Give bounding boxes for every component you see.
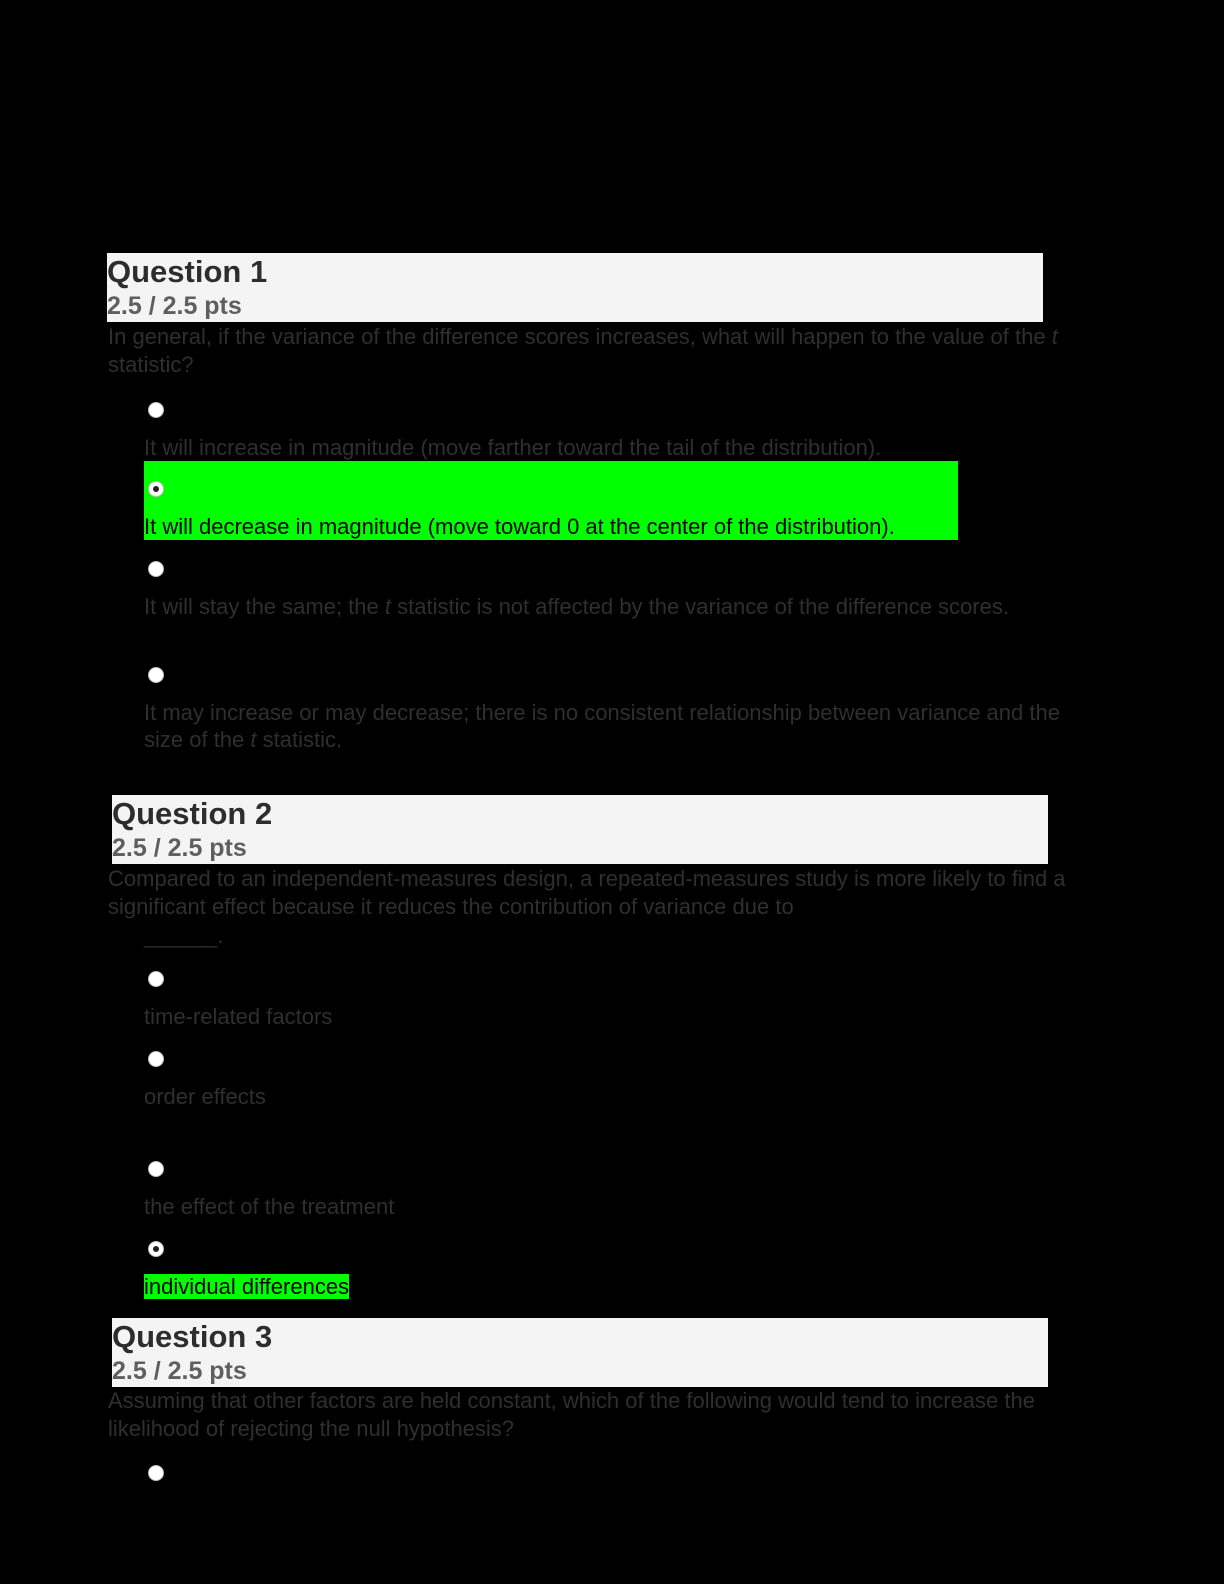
question-3-title: Question 3	[112, 1319, 273, 1354]
question-1-option-a-radio[interactable]	[148, 402, 164, 418]
question-2-prompt-blank: ______.	[144, 923, 224, 948]
question-1-option-c-t: t	[384, 594, 391, 619]
question-2-option-c-label: the effect of the treatment	[144, 1194, 395, 1219]
question-2-option-a-label: time-related factors	[144, 1004, 333, 1029]
question-1-prompt-end: statistic?	[108, 352, 194, 377]
question-1-option-c-radio[interactable]	[148, 561, 164, 577]
question-1-option-b-radio[interactable]	[148, 481, 164, 497]
question-1-prompt-start: In general, if the variance of the difference scores increases, what will happen to the value of the	[108, 324, 1052, 349]
question-2-option-d-radio[interactable]	[148, 1241, 164, 1257]
question-1-option-b-label: It will decrease in magnitude (move toward 0 at the center of the distribution).	[144, 514, 895, 539]
question-2-option-c-radio[interactable]	[148, 1161, 164, 1177]
question-2-points: 2.5 / 2.5 pts	[112, 834, 247, 862]
question-2-prompt: Compared to an independent-measures design, a repeated-measures study is more likely to find a significant effect because it reduces the contribution of variance due to	[108, 866, 1066, 919]
question-2-option-b-label: order effects	[144, 1084, 266, 1109]
question-2-title: Question 2	[112, 796, 273, 831]
question-1-option-c-text-start: It will stay the same; the	[144, 594, 385, 619]
question-3-option-a-radio[interactable]	[148, 1465, 164, 1481]
question-1-option-c-text-end: statistic is not affected by the variance of the difference scores.	[391, 594, 1009, 619]
question-3-header	[112, 1318, 1048, 1387]
question-2-option-a-radio[interactable]	[148, 971, 164, 987]
question-1-option-a-label: It will increase in magnitude (move farther toward the tail of the distribution).	[144, 435, 882, 460]
question-1-prompt-t: t	[1051, 324, 1058, 349]
question-2-correct-highlight: individual differences	[144, 1274, 350, 1299]
question-1-option-d-text-end: statistic.	[256, 727, 343, 752]
question-1-option-d-label	[144, 699, 1064, 753]
question-1-option-d-radio[interactable]	[148, 667, 164, 683]
question-1-option-d-text-start: It may increase or may decrease; there is no consistent relationship between variance and the size of the	[144, 700, 1060, 752]
question-3-prompt: Assuming that other factors are held constant, which of the following would tend to increase the likelihood of rejecting the null hypothesis?	[108, 1388, 1035, 1441]
question-1-header	[107, 253, 1043, 322]
question-2-option-b-radio[interactable]	[148, 1051, 164, 1067]
question-2-option-d-label	[144, 1273, 1064, 1300]
question-1-prompt	[108, 323, 1078, 379]
question-1-title: Question 1	[107, 254, 268, 289]
question-2-header	[112, 795, 1048, 864]
question-1-points: 2.5 / 2.5 pts	[107, 292, 242, 320]
question-3-points: 2.5 / 2.5 pts	[112, 1357, 247, 1385]
question-1-option-c-label	[144, 593, 1064, 620]
question-1-option-d-t: t	[250, 727, 257, 752]
